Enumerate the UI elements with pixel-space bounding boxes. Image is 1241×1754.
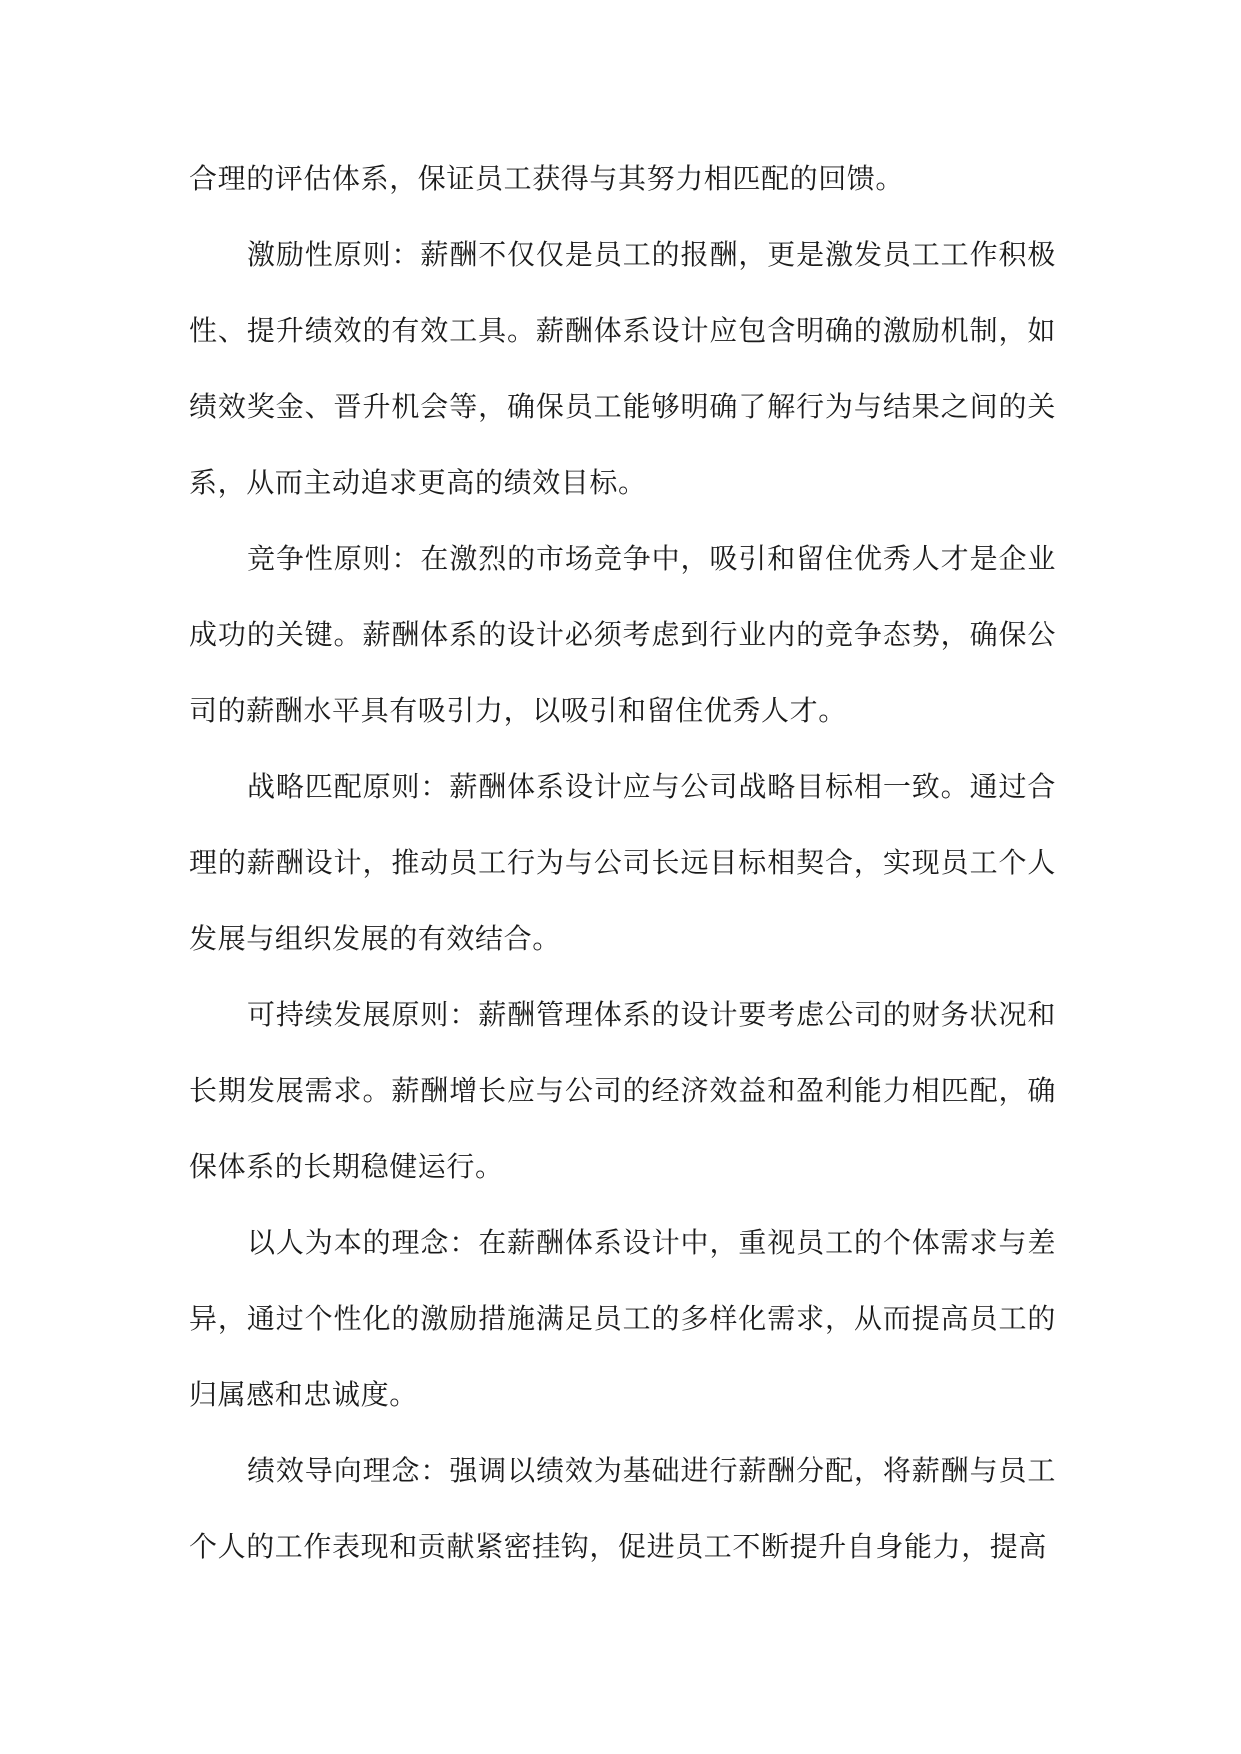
paragraph-people-oriented-concept: 以人为本的理念：在薪酬体系设计中，重视员工的个体需求与差异，通过个性化的激励措施满足员工的多样化需求，从而提高员工的归属感和忠诚度。 (189, 1226, 1056, 1411)
paragraph-continuation: 合理的评估体系，保证员工获得与其努力相匹配的回馈。 (189, 162, 905, 195)
paragraph-performance-oriented-concept: 绩效导向理念：强调以绩效为基础进行薪酬分配，将薪酬与员工个人的工作表现和贡献紧密挂钩，促进员工不断提升自身能力，提高 (189, 1454, 1056, 1563)
paragraph-competitive-principle: 竞争性原则：在激烈的市场竞争中，吸引和留住优秀人才是企业成功的关键。薪酬体系的设计必须考虑到行业内的竞争态势，确保公司的薪酬水平具有吸引力，以吸引和留住优秀人才。 (189, 542, 1056, 727)
paragraph-incentive-principle: 激励性原则：薪酬不仅仅是员工的报酬，更是激发员工工作积极性、提升绩效的有效工具。薪酬体系设计应包含明确的激励机制，如绩效奖金、晋升机会等，确保员工能够明确了解行为与结果之间的关系，从而主动追求更高的绩效目标。 (189, 238, 1056, 499)
document-body (189, 141, 1056, 1585)
paragraph-strategic-alignment-principle: 战略匹配原则：薪酬体系设计应与公司战略目标相一致。通过合理的薪酬设计，推动员工行为与公司长远目标相契合，实现员工个人发展与组织发展的有效结合。 (189, 770, 1056, 955)
paragraph-sustainable-development-principle: 可持续发展原则：薪酬管理体系的设计要考虑公司的财务状况和长期发展需求。薪酬增长应与公司的经济效益和盈利能力相匹配，确保体系的长期稳健运行。 (189, 998, 1056, 1183)
